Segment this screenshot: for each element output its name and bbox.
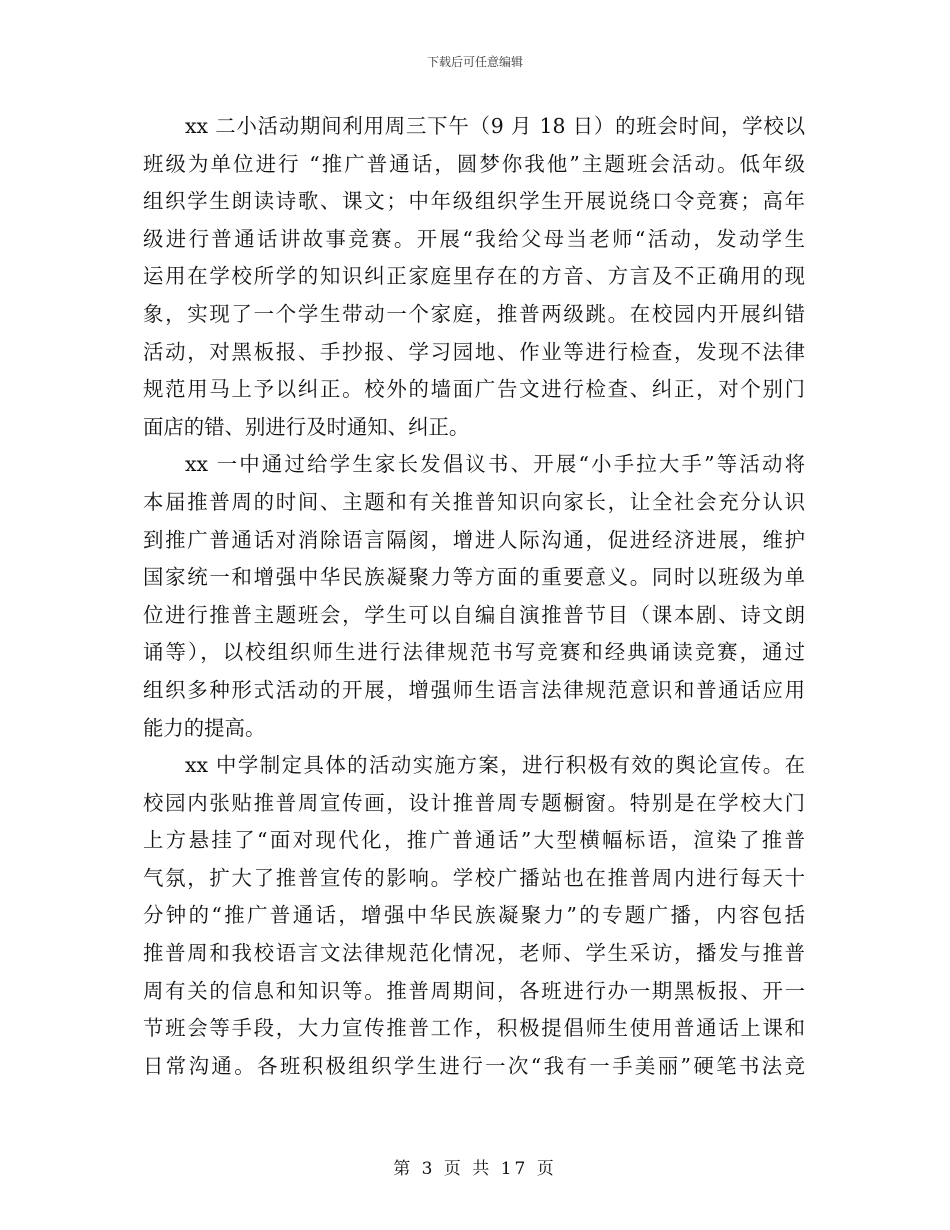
paragraph-line: 运用在学校所学的知识纠正家庭里存在的方音、方言及不正确用的现 xyxy=(143,264,805,289)
paragraph-line: 活动，对黑板报、手抄报、学习园地、作业等进行检查，发现不法律 xyxy=(143,339,805,364)
paragraph-line: 象，实现了一个学生带动一个家庭，推普两级跳。在校园内开展纠错 xyxy=(143,301,805,326)
paragraph-line: 上方悬挂了“面对现代化，推广普通话”大型横幅标语，渲染了推普 xyxy=(143,828,805,853)
paragraph-line: xx 一中通过给学生家长发倡议书、开展“小手拉大手”等活动将 xyxy=(185,452,805,477)
page-number-footer: 第 3 页 共 17 页 xyxy=(393,1159,557,1179)
paragraph-line: xx 二小活动期间利用周三下午（9 月 18 日）的班会时间，学校以 xyxy=(185,114,805,138)
paragraph-line: xx 中学制定具体的活动实施方案，进行积极有效的舆论宣传。在 xyxy=(185,753,805,778)
paragraph-line: 推普周和我校语言文法律规范化情况，老师、学生采访，播发与推普 xyxy=(143,941,805,966)
paragraph-line: 校园内张贴推普周宣传画，设计推普周专题橱窗。特别是在学校大门 xyxy=(143,790,805,815)
paragraph-3 xyxy=(143,747,805,1085)
paragraph-line: 组织多种形式活动的开展，增强师生语言法律规范意识和普通话应用 xyxy=(143,677,805,702)
document-body xyxy=(143,108,805,1085)
paragraph-line: 本届推普周的时间、主题和有关推普知识向家长，让全社会充分认识 xyxy=(143,489,805,514)
paragraph-line: 班级为单位进行 “推广普通话，圆梦你我他”主题班会活动。低年级 xyxy=(143,151,805,176)
paragraph-line: 节班会等手段，大力宣传推普工作，积极提倡师生使用普通话上课和 xyxy=(143,1016,805,1041)
paragraph-line: 到推广普通话对消除语言隔阂，增进人际沟通，促进经济进展，维护 xyxy=(143,527,805,552)
paragraph-line: 组织学生朗读诗歌、课文；中年级组织学生开展说绕口令竞赛；高年 xyxy=(143,189,805,214)
paragraph-2 xyxy=(143,446,805,747)
page-header: 下载后可任意编辑 xyxy=(426,55,523,69)
paragraph-line: 诵等），以校组织师生进行法律规范书写竞赛和经典诵读竞赛，通过 xyxy=(143,640,805,665)
paragraph-line: 级进行普通话讲故事竞赛。开展“我给父母当老师“活动，发动学生 xyxy=(143,226,805,251)
paragraph-line: 面店的错、别进行及时通知、纠正。 xyxy=(143,414,470,439)
paragraph-line: 分钟的“推广普通话，增强中华民族凝聚力”的专题广播，内容包括 xyxy=(143,903,805,928)
paragraph-line: 位进行推普主题班会，学生可以自编自演推普节目（课本剧、诗文朗 xyxy=(143,602,805,627)
paragraph-line: 能力的提高。 xyxy=(143,715,266,740)
paragraph-line: 国家统一和增强中华民族凝聚力等方面的重要意义。同时以班级为单 xyxy=(143,565,805,590)
paragraph-line: 周有关的信息和知识等。推普周期间，各班进行办一期黑板报、开一 xyxy=(143,978,805,1003)
paragraph-1 xyxy=(143,108,805,446)
paragraph-line: 规范用马上予以纠正。校外的墙面广告文进行检查、纠正，对个别门 xyxy=(143,377,805,402)
paragraph-line: 日常沟通。各班积极组织学生进行一次“我有一手美丽”硬笔书法竞 xyxy=(143,1053,805,1078)
paragraph-line: 气氛，扩大了推普宣传的影响。学校广播站也在推普周内进行每天十 xyxy=(143,865,805,890)
